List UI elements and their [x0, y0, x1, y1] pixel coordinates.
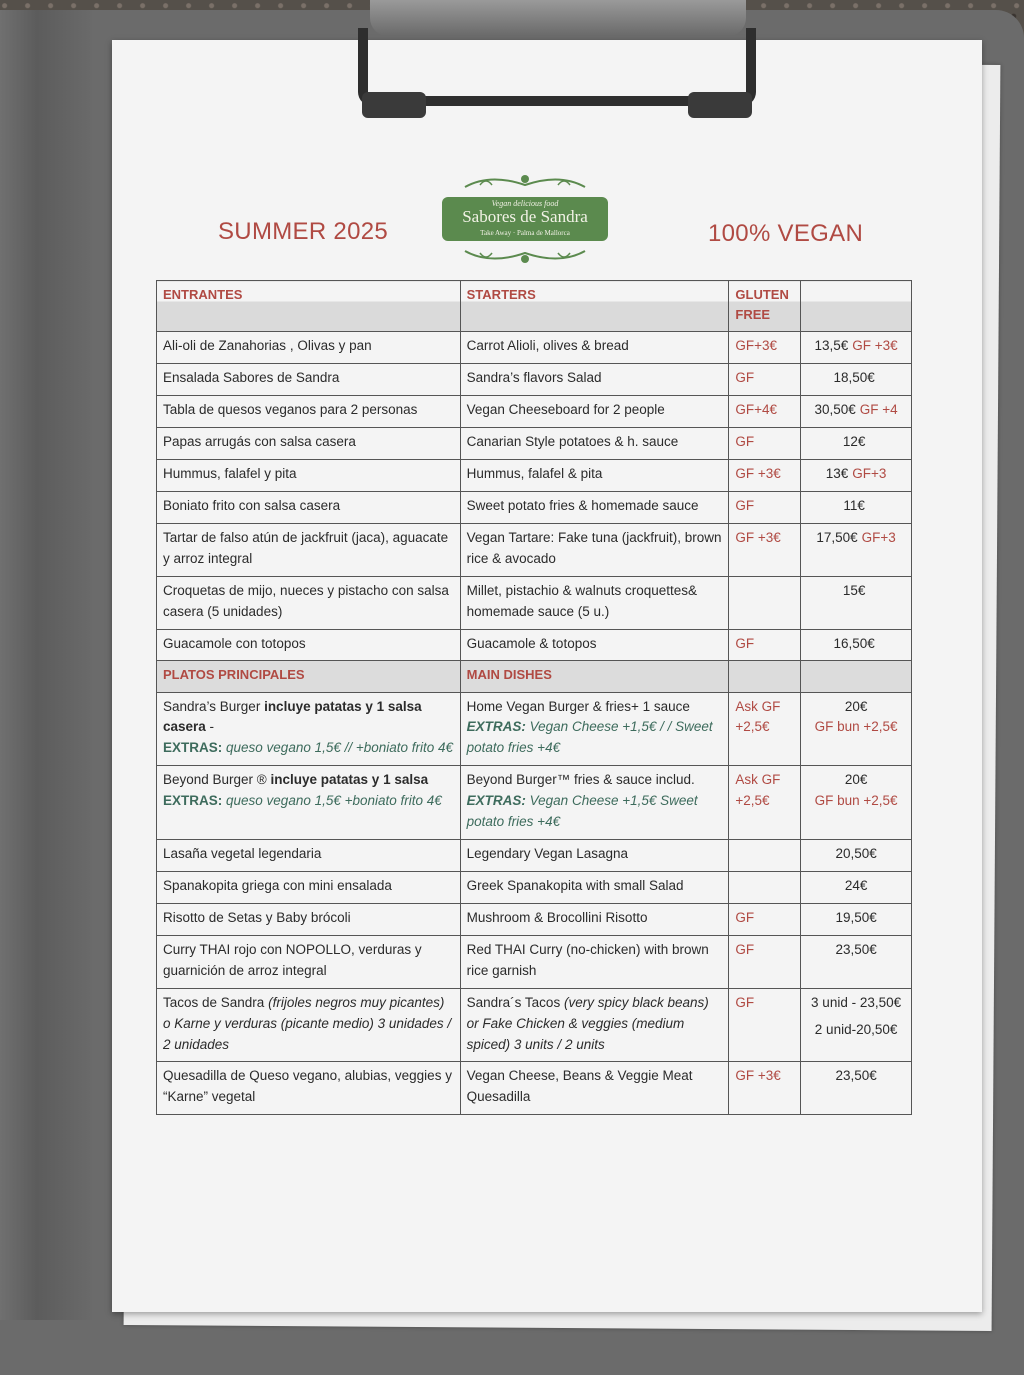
price-value: 13€	[825, 465, 849, 481]
dish-price	[801, 491, 912, 523]
dish-name-es: Tartar de falso atún de jackfruit (jaca), aguacate y arroz integral	[157, 523, 461, 576]
tacos-gf: GF	[729, 988, 801, 1062]
table-row	[157, 1062, 912, 1115]
table-row	[157, 692, 912, 766]
dish-name-es: Spanakopita griega con mini ensalada	[157, 872, 461, 904]
dish-name-en: Guacamole & totopos	[460, 629, 729, 661]
col-header-price	[801, 281, 912, 332]
dish-name-en: Sandra’s flavors Salad	[460, 364, 729, 396]
starters-section	[157, 332, 912, 661]
extras-label-en: EXTRAS:	[466, 793, 526, 809]
table-row	[157, 428, 912, 460]
dish-name-es: Boniato frito con salsa casera	[157, 491, 461, 523]
quesadilla-gf: GF +3€	[729, 1062, 801, 1115]
dish-name-en: Mushroom & Brocollini Risotto	[460, 903, 729, 935]
menu-sheet	[112, 40, 982, 1312]
dish-name-es: Risotto de Setas y Baby brócoli	[157, 903, 461, 935]
dish-price	[801, 459, 912, 491]
gluten-free-note: GF+3€	[729, 332, 801, 364]
extras-text-en: Vegan Cheese +1,5€ / / Sweet potato fries +4€	[466, 719, 713, 756]
table-header-row	[157, 281, 912, 332]
dish-name-es: Guacamole con totopos	[157, 629, 461, 661]
table-row	[157, 629, 912, 661]
extras-text-es: queso vegano 1,5€ +boniato frito 4€	[222, 793, 442, 809]
gluten-free-note: GF+4€	[729, 396, 801, 428]
restaurant-logo	[440, 165, 612, 275]
dish-name-en: Greek Spanakopita with small Salad	[460, 872, 729, 904]
dish-price: 19,50€	[801, 903, 912, 935]
price-value: 16,50€	[833, 635, 875, 651]
dish-price: 23,50€	[801, 935, 912, 988]
dish-name-en: Vegan Tartare: Fake tuna (jackfruit), brown rice & avocado	[460, 523, 729, 576]
dish-name-es: Hummus, falafel y pita	[157, 459, 461, 491]
season-title: SUMMER 2025	[218, 218, 389, 245]
mains-header-en: MAIN DISHES	[460, 661, 729, 692]
table-row	[157, 576, 912, 629]
gluten-free-note: GF	[729, 935, 801, 988]
mains-header-gf	[729, 661, 801, 692]
quesadilla-price: 23,50€	[801, 1062, 912, 1115]
price-gf-note: GF+3	[852, 465, 887, 481]
burger-name-en: Beyond Burger™ fries & sauce includ.	[466, 772, 695, 788]
price-value: 18,50€	[833, 370, 875, 386]
price-value: 17,50€	[816, 529, 858, 545]
dish-name-en: Red THAI Curry (no-chicken) with brown rice garnish	[460, 935, 729, 988]
burger-es	[157, 692, 461, 766]
mains-header-row	[157, 661, 912, 692]
gluten-free-note: GF	[729, 364, 801, 396]
dish-name-en: Canarian Style potatoes & h. sauce	[460, 428, 729, 460]
dish-price	[801, 364, 912, 396]
price-value: 11€	[843, 497, 865, 513]
table-row	[157, 491, 912, 523]
tacos-es: Tacos de Sandra (frijoles negros muy picantes) o Karne y verduras (picante medio) 3 unidades / 2 unidades	[157, 988, 461, 1062]
dish-name-en: Sweet potato fries & homemade sauce	[460, 491, 729, 523]
tacos-price: 3 unid - 23,50€ 2 unid-20,50€	[801, 988, 912, 1062]
table-row	[157, 459, 912, 491]
price-value: 15€	[842, 582, 866, 598]
dish-price	[801, 576, 912, 629]
table-row	[157, 988, 912, 1062]
price-gf-note: GF +4	[859, 402, 898, 418]
price-gf-note: GF bun +2,5€	[814, 719, 898, 735]
extras-text-en: Vegan Cheese +1,5€ Sweet potato fries +4€	[466, 793, 698, 830]
price-gf-note: GF +3€	[852, 338, 898, 354]
gluten-free-note: Ask GF +2,5€	[729, 692, 801, 766]
dish-name-en: Legendary Vegan Lasagna	[460, 840, 729, 872]
tacos-en: Sandra´s Tacos (very spicy black beans) or Fake Chicken & veggies (medium spiced) 3 units / 2 units	[460, 988, 729, 1062]
logo-subtitle: Take Away · Palma de Mallorca	[480, 229, 570, 237]
dish-price	[801, 396, 912, 428]
extras-label-en: EXTRAS:	[466, 719, 526, 735]
extras-text-es: queso vegano 1,5€ // +boniato frito 4€	[222, 740, 454, 756]
col-header-es: ENTRANTES	[157, 281, 461, 332]
burger-includes-es: incluye patatas y 1 salsa casera	[163, 698, 422, 735]
price-gf-note: GF bun +2,5€	[814, 793, 898, 809]
quesadilla-es: Quesadilla de Queso vegano, alubias, veggies y “Karne” vegetal	[157, 1062, 461, 1115]
clip-knob-left	[362, 92, 426, 118]
logo-badge	[442, 197, 608, 241]
burger-name-es: Beyond Burger ®	[163, 772, 271, 788]
col-header-en: STARTERS	[460, 281, 729, 332]
dish-price: 20,50€	[801, 840, 912, 872]
logo-tagline: Vegan delicious food	[491, 199, 559, 208]
clip-knob-right	[688, 92, 752, 118]
burgers-section	[157, 692, 912, 840]
burger-dash: -	[205, 719, 215, 735]
dish-price	[801, 766, 912, 840]
gluten-free-note: GF	[729, 903, 801, 935]
dish-name-es: Papas arrugás con salsa casera	[157, 428, 461, 460]
logo-flourish-top-icon	[460, 171, 590, 193]
table-row	[157, 840, 912, 872]
table-row	[157, 903, 912, 935]
dish-price	[801, 523, 912, 576]
mains-header-price	[801, 661, 912, 692]
dish-price: 24€	[801, 872, 912, 904]
table-row	[157, 872, 912, 904]
menu-table	[156, 280, 912, 1115]
price-value: 13,5€	[814, 338, 849, 354]
gluten-free-note: Ask GF +2,5€	[729, 766, 801, 840]
dish-name-es: Ensalada Sabores de Sandra	[157, 364, 461, 396]
table-row	[157, 396, 912, 428]
gluten-free-note	[729, 576, 801, 629]
clipboard-clip	[352, 0, 762, 125]
logo-flourish-bottom-icon	[460, 245, 590, 267]
dish-price	[801, 332, 912, 364]
price-gf-note: GF+3	[861, 529, 896, 545]
dish-name-en: Vegan Cheeseboard for 2 people	[460, 396, 729, 428]
gluten-free-note: GF	[729, 428, 801, 460]
price-value: 30,50€	[814, 402, 856, 418]
dish-name-es: Curry THAI rojo con NOPOLLO, verduras y guarnición de arroz integral	[157, 935, 461, 988]
table-row	[157, 364, 912, 396]
dish-name-es: Ali-oli de Zanahorias , Olivas y pan	[157, 332, 461, 364]
dish-price	[801, 692, 912, 766]
table-row	[157, 935, 912, 988]
table-row	[157, 523, 912, 576]
quesadilla-en: Vegan Cheese, Beans & Veggie Meat Quesadilla	[460, 1062, 729, 1115]
gluten-free-note: GF	[729, 629, 801, 661]
logo-name: Sabores de Sandra	[462, 207, 588, 226]
dish-name-es: Croquetas de mijo, nueces y pistacho con salsa casera (5 unidades)	[157, 576, 461, 629]
vegan-tagline: 100% VEGAN	[708, 220, 864, 247]
dish-name-en: Millet, pistachio & walnuts croquettes& homemade sauce (5 u.)	[460, 576, 729, 629]
gluten-free-note: GF +3€	[729, 523, 801, 576]
dish-price	[801, 428, 912, 460]
burger-en	[460, 766, 729, 840]
price-value: 12€	[842, 434, 866, 450]
mains-section	[157, 840, 912, 989]
dish-name-en: Carrot Alioli, olives & bread	[460, 332, 729, 364]
burger-name-es: Sandra’s Burger	[163, 698, 265, 714]
price-value: 20€	[844, 698, 868, 714]
col-header-gf: GLUTEN FREE	[729, 281, 801, 332]
price-value: 20€	[844, 772, 868, 788]
mains-header-es: PLATOS PRINCIPALES	[157, 661, 461, 692]
table-row	[157, 766, 912, 840]
gluten-free-note	[729, 872, 801, 904]
gluten-free-note: GF	[729, 491, 801, 523]
gluten-free-note: GF +3€	[729, 459, 801, 491]
extras-label-es: EXTRAS:	[163, 740, 223, 756]
dish-name-en: Hummus, falafel & pita	[460, 459, 729, 491]
burger-es	[157, 766, 461, 840]
burger-en	[460, 692, 729, 766]
clipboard-spine	[0, 10, 92, 1320]
dish-name-es: Tabla de quesos veganos para 2 personas	[157, 396, 461, 428]
dish-price	[801, 629, 912, 661]
burger-includes-es: incluye patatas y 1 salsa	[270, 772, 429, 788]
table-row	[157, 332, 912, 364]
burger-name-en: Home Vegan Burger & fries+ 1 sauce	[466, 698, 690, 714]
gluten-free-note	[729, 840, 801, 872]
extras-label-es: EXTRAS:	[163, 793, 223, 809]
dish-name-es: Lasaña vegetal legendaria	[157, 840, 461, 872]
